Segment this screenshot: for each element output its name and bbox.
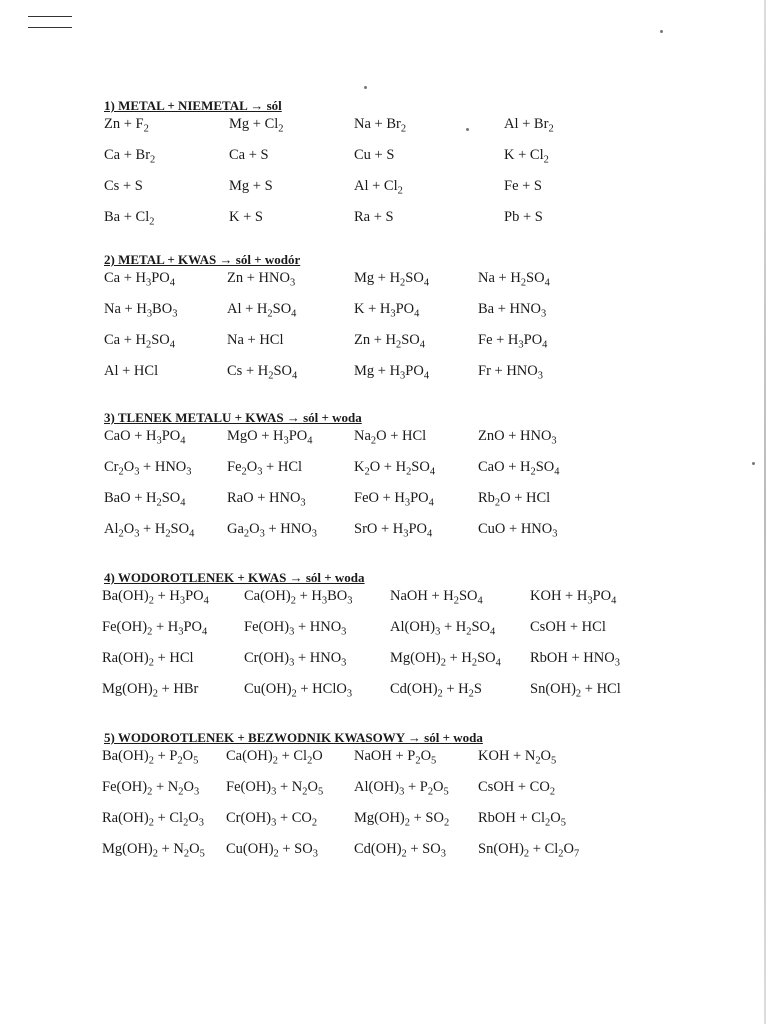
reaction-formula: $Ca(OH)_2 + Cl_2O$: [226, 748, 323, 767]
reaction-formula: $Rb_2O$ + HCl: [478, 490, 551, 509]
reaction-formula: $Ba + HNO_3$: [478, 301, 547, 320]
section-heading: 3) TLENEK METALU + KWAS → sól + woda: [104, 410, 362, 425]
section-5: [104, 728, 674, 872]
reaction-formula: $Al + H_2SO_4$: [227, 301, 297, 320]
reaction-row: [104, 209, 674, 240]
reaction-formula: Pb + S: [504, 209, 543, 225]
reaction-formula: RaO + $HNO_3$: [227, 490, 306, 509]
reaction-formula: $Ca(OH)_2 + H_3BO_3$: [244, 588, 353, 607]
reaction-row: [104, 428, 674, 459]
reaction-row: [104, 332, 674, 363]
reaction-formula: CuO + $HNO_3$: [478, 521, 558, 540]
reaction-formula: $Fe_2O_3$ + HCl: [227, 459, 303, 478]
reaction-row: [104, 301, 674, 332]
reaction-formula: $Mg(OH)_2 + H_2SO_4$: [390, 650, 501, 669]
reaction-formula: CsOH + HCl: [530, 619, 606, 635]
section-4: [104, 568, 674, 712]
reaction-formula: $Cd(OH)_2 + SO_3$: [354, 841, 446, 860]
reaction-row: [104, 841, 674, 872]
reaction-row: [104, 779, 674, 810]
reaction-formula: CsOH + $CO_2$: [478, 779, 556, 798]
reaction-formula: $Zn + F_2$: [104, 116, 149, 135]
reaction-formula: $Cr(OH)_3 + HNO_3$: [244, 650, 347, 669]
reaction-formula: $Ba + Cl_2$: [104, 209, 155, 228]
reaction-row: [104, 619, 674, 650]
reaction-formula: $Mg(OH)_2 + N_2O_5$: [102, 841, 205, 860]
reaction-formula: $Na + H_2SO_4$: [478, 270, 550, 289]
reaction-formula: $Mg + H_2SO_4$: [354, 270, 430, 289]
reaction-formula: $Ba(OH)_2 + P_2O_5$: [102, 748, 199, 767]
reaction-formula: $Ga_2O_3 + HNO_3$: [227, 521, 317, 540]
reaction-formula: Al + HCl: [104, 363, 159, 379]
scan-speck: [752, 462, 755, 465]
reaction-formula: SrO + $H_3PO_4$: [354, 521, 433, 540]
reaction-formula: $Zn + HNO_3$: [227, 270, 296, 289]
section-1: [104, 96, 674, 240]
corner-mark: [28, 16, 72, 28]
reaction-formula: NaOH + $P_2O_5$: [354, 748, 437, 767]
reaction-formula: $Fe(OH)_2 + H_3PO_4$: [102, 619, 208, 638]
reaction-formula: $Al + Br_2$: [504, 116, 554, 135]
reaction-formula: Cs + S: [104, 178, 143, 194]
reaction-row: [104, 588, 674, 619]
section-2: [104, 250, 674, 394]
reaction-formula: $Na + H_3BO_3$: [104, 301, 178, 320]
reaction-formula: $Cs + H_2SO_4$: [227, 363, 298, 382]
reaction-row: [104, 521, 674, 552]
reaction-formula: $Mg(OH)_2$ + HBr: [102, 681, 199, 700]
reaction-row: [104, 459, 674, 490]
reaction-row: [104, 363, 674, 394]
reaction-formula: KOH + $H_3PO_4$: [530, 588, 617, 607]
reaction-formula: Fe + S: [504, 178, 542, 194]
scan-speck: [364, 86, 367, 89]
reaction-formula: $Fe(OH)_2 + N_2O_3$: [102, 779, 200, 798]
reaction-formula: $Zn + H_2SO_4$: [354, 332, 425, 351]
section-heading: 1) METAL + NIEMETAL → sól: [104, 98, 282, 113]
reaction-formula: $K + Cl_2$: [504, 147, 549, 166]
reaction-row: [104, 270, 674, 301]
reaction-formula: $K + H_3PO_4$: [354, 301, 420, 320]
reaction-formula: $Mg + Cl_2$: [229, 116, 284, 135]
reaction-formula: Ca + S: [229, 147, 269, 163]
reaction-formula: $Cr(OH)_3 + CO_2$: [226, 810, 318, 829]
reaction-formula: ZnO + $HNO_3$: [478, 428, 557, 447]
reaction-formula: BaO + $H_2SO_4$: [104, 490, 186, 509]
reaction-formula: CaO + $H_3PO_4$: [104, 428, 186, 447]
reaction-formula: $Ra(OH)_2$ + HCl: [102, 650, 194, 669]
reaction-formula: $Cr_2O_3 + HNO_3$: [104, 459, 192, 478]
reaction-formula: $Fr + HNO_3$: [478, 363, 543, 382]
reaction-formula: RbOH + $Cl_2O_5$: [478, 810, 566, 829]
reaction-formula: $Cd(OH)_2 + H_2S$: [390, 681, 482, 700]
reaction-formula: $Ra(OH)_2 + Cl_2O_3$: [102, 810, 204, 829]
reaction-row: [104, 748, 674, 779]
reaction-formula: Na + HCl: [227, 332, 284, 348]
reaction-row: [104, 650, 674, 681]
section-heading: 4) WODOROTLENEK + KWAS → sól + woda: [104, 570, 365, 585]
reaction-row: [104, 147, 674, 178]
reaction-formula: $Sn(OH)_2 + Cl_2O_7$: [478, 841, 580, 860]
reaction-row: [104, 178, 674, 209]
section-heading: 2) METAL + KWAS → sól + wodór: [104, 252, 301, 267]
reaction-formula: $Ba(OH)_2 + H_3PO_4$: [102, 588, 209, 607]
reaction-formula: $Mg(OH)_2 + SO_2$: [354, 810, 450, 829]
reaction-row: [104, 681, 674, 712]
reaction-formula: RbOH + $HNO_3$: [530, 650, 620, 669]
reaction-formula: $Al(OH)_3 + H_2SO_4$: [390, 619, 496, 638]
reaction-formula: $Cu(OH)_2 + SO_3$: [226, 841, 318, 860]
reaction-row: [104, 810, 674, 841]
reaction-formula: $Fe + H_3PO_4$: [478, 332, 548, 351]
reaction-formula: $Fe(OH)_3 + N_2O_5$: [226, 779, 324, 798]
reaction-formula: $Na_2O$ + HCl: [354, 428, 427, 447]
reaction-formula: $Fe(OH)_3 + HNO_3$: [244, 619, 347, 638]
reaction-formula: NaOH + $H_2SO_4$: [390, 588, 483, 607]
reaction-formula: CaO + $H_2SO_4$: [478, 459, 560, 478]
reaction-formula: Cu + S: [354, 147, 395, 163]
reaction-formula: $Al(OH)_3 + P_2O_5$: [354, 779, 449, 798]
reaction-formula: $Ca + Br_2$: [104, 147, 156, 166]
reaction-formula: $Mg + H_3PO_4$: [354, 363, 430, 382]
reaction-formula: FeO + $H_3PO_4$: [354, 490, 434, 509]
reaction-formula: $Ca + H_2SO_4$: [104, 332, 175, 351]
reaction-formula: $K_2O + H_2SO_4$: [354, 459, 436, 478]
scan-edge: [764, 0, 766, 1024]
scan-speck: [660, 30, 663, 33]
reaction-formula: $Ca + H_3PO_4$: [104, 270, 175, 289]
reaction-formula: K + S: [229, 209, 263, 225]
reaction-formula: KOH + $N_2O_5$: [478, 748, 557, 767]
reaction-formula: Mg + S: [229, 178, 273, 194]
section-heading: 5) WODOROTLENEK + BEZWODNIK KWASOWY → sól + woda: [104, 730, 483, 745]
reaction-formula: $Na + Br_2$: [354, 116, 407, 135]
reaction-formula: $Cu(OH)_2$ + HClO$_3$: [244, 681, 353, 700]
reaction-formula: $Al + Cl_2$: [354, 178, 403, 197]
reaction-row: [104, 490, 674, 521]
reaction-formula: $Sn(OH)_2$ + HCl: [530, 681, 621, 700]
reaction-formula: $Al_2O_3 + H_2SO_4$: [104, 521, 195, 540]
section-3: [104, 408, 674, 552]
reaction-row: [104, 116, 674, 147]
reaction-formula: Ra + S: [354, 209, 394, 225]
reaction-formula: MgO + $H_3PO_4$: [227, 428, 313, 447]
